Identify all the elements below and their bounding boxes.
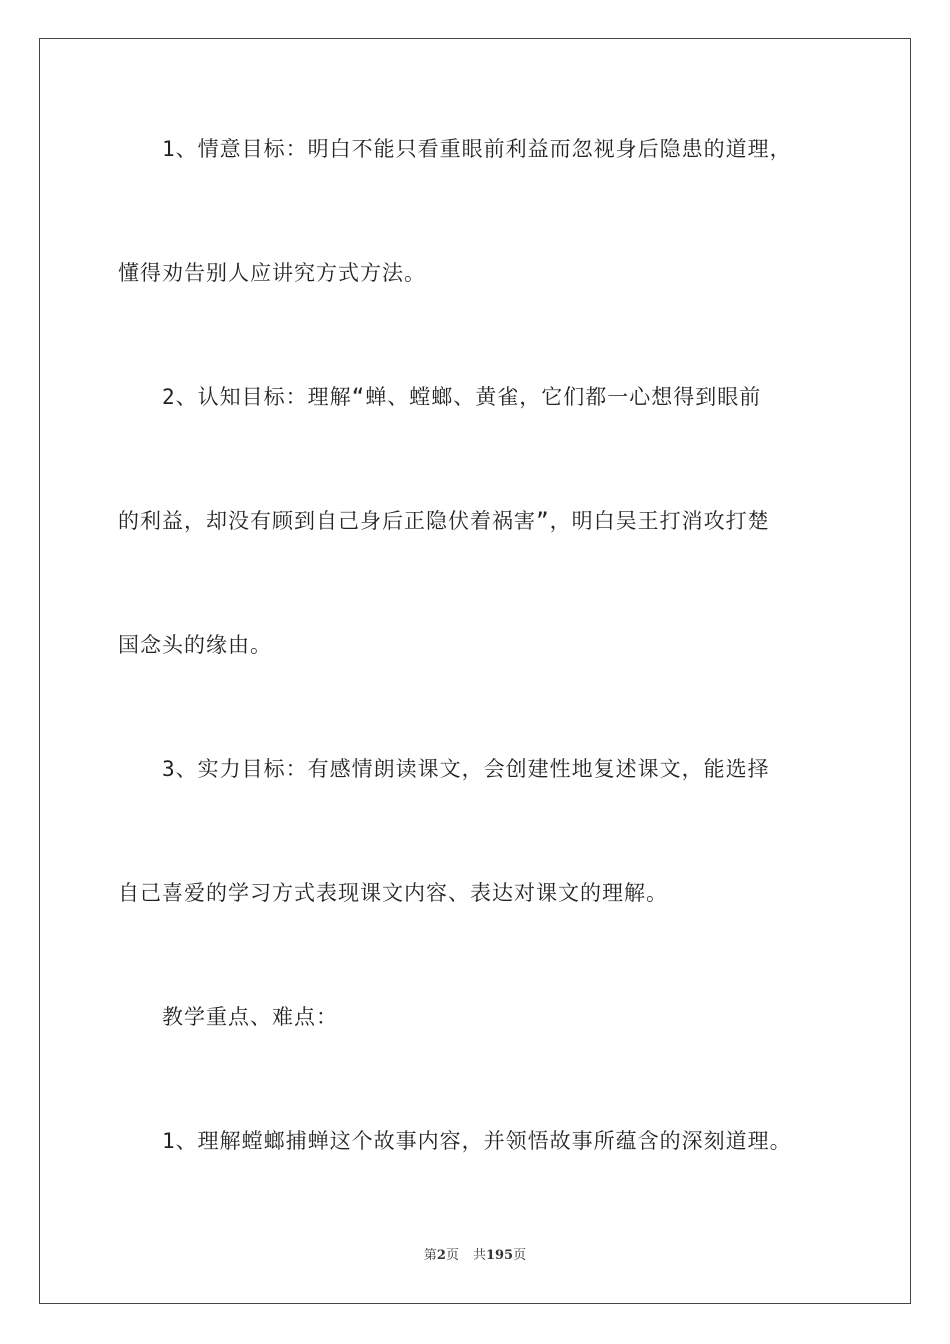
- total-pages: 195: [485, 1248, 514, 1263]
- page-prefix: 第: [423, 1248, 437, 1263]
- paragraph-line: 的利益，却没有顾到自己身后正隐伏着祸害”，明白吴王打消攻打楚: [118, 509, 770, 533]
- paragraph-line: 2、认知目标：理解“蝉、螳螂、黄雀，它们都一心想得到眼前: [162, 385, 762, 409]
- page-frame: [39, 38, 911, 1304]
- paragraph-line: 自己喜爱的学习方式表现课文内容、表达对课文的理解。: [118, 881, 668, 905]
- paragraph-line: 国念头的缘由。: [118, 633, 272, 657]
- page-number: 2: [436, 1248, 446, 1263]
- paragraph-line: 3、实力目标：有感情朗读课文，会创建性地复述课文，能选择: [162, 757, 770, 781]
- paragraph-line: 1、情意目标：明白不能只看重眼前利益而忽视身后隐患的道理，: [162, 137, 792, 161]
- paragraph-line: 1、理解螳螂捕蝉这个故事内容，并领悟故事所蕴含的深刻道理。: [162, 1129, 792, 1153]
- page-suffix: 页: [445, 1248, 459, 1263]
- total-prefix: 共: [472, 1248, 486, 1263]
- total-suffix: 页: [513, 1248, 527, 1263]
- paragraph-line: 懂得劝告别人应讲究方式方法。: [118, 261, 426, 285]
- page-footer: [0, 1247, 950, 1265]
- section-heading: 教学重点、难点：: [162, 1005, 338, 1029]
